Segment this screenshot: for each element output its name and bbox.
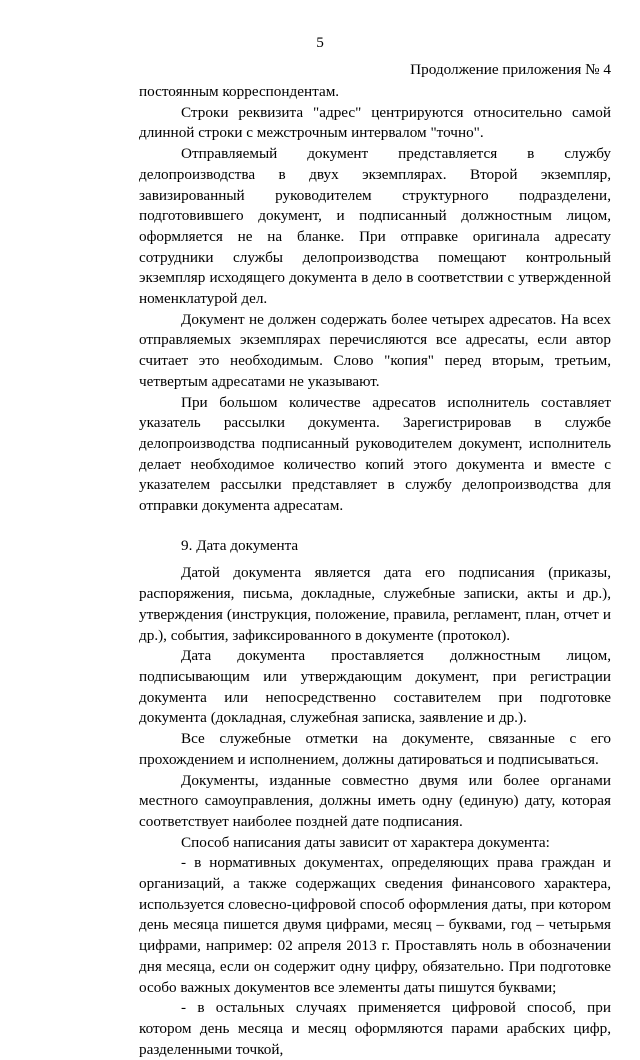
paragraph-date-placement: Дата документа проставляется должностным лицом, подписывающим или утверждающим документ, при регистрации документа или непосредственно составителем при подготовке документа (докладная, служебная записка, заявление и др.). [139, 647, 611, 727]
paragraph-distribution-list: При большом количестве адресатов исполнитель составляет указатель рассылки документа. Зарегистрировав в службе делопроизводства подписанный руководителем документ, исполнитель делает необходимое количество копий этого документа и вместе с указателем рассылки представляет в службу делопроизводства для отправки документа адресатам. [139, 393, 611, 515]
paragraph-sending-copies: Отправляемый документ представляется в службу делопроизводства в двух экземплярах. Второй экземпляр, завизированный руководителем структурного подразделени, подготовившего документ, и подписанный должностным лицом, оформляется не на бланке. При отправке оригинала адресату сотрудники службы делопроизводства помещают контрольный экземпляр исходящего документа в дело в соответствии с утвержденной номенклатурой дел. [139, 145, 611, 308]
paragraph-service-marks: Все служебные отметки на документе, связанные с его прохождением и исполнением, должны датироваться и подписываться. [139, 730, 611, 768]
paragraph-verbal-numeric-format: - в нормативных документах, определяющих права граждан и организаций, а также содержащих сведения финансового характера, используется словесно-цифровой способ оформления даты, при котором день месяца пишется двумя цифрами, месяц – буквами, год – четырьмя цифрами, например: 02 апреля 2013 г. Проставлять ноль в обозначении дня месяца, если он содержит одну цифру, обязательно. При подготовке особо важных документов все элементы даты пишутся буквами; [139, 854, 611, 996]
paragraph-numeric-format: - в остальных случаях применяется цифровой способ, при котором день месяца и месяц оформляются парами арабских цифр, разделенными точкой, [139, 999, 611, 1058]
paragraph-address-lines: Строки реквизита "адрес" центрируются относительно самой длинной строки с межстрочным интервалом "точно". [139, 103, 611, 142]
document-body [139, 82, 611, 1060]
paragraph-date-format-intro: Способ написания даты зависит от характера документа: [181, 833, 550, 851]
paragraph-continuation: постоянным корреспондентам. [139, 83, 340, 100]
paragraph-date-definition: Датой документа является дата его подписания (приказы, распоряжения, письма, докладные, служебные записки, акты и др.), утверждения (инструкция, положение, правила, регламент, план, отчет и др.), события, зафиксированного в документе (протокол). [139, 564, 611, 644]
page-number: 5 [316, 34, 324, 51]
paragraph-addressees-limit: Документ не должен содержать более четырех адресатов. На всех отправляемых экземплярах перечисляются все адресаты, если автор считает это необходимым. Слово "копия" перед вторым, третьим, четвертым адресатами не указывают. [139, 310, 611, 390]
section-heading-document-date: 9. Дата документа [181, 536, 299, 554]
appendix-continuation-note: Продолжение приложения № 4 [410, 61, 611, 78]
paragraph-joint-documents: Документы, изданные совместно двумя или более органами местного самоуправления, должны иметь одну (единую) дату, которая соответствует наиболее поздней дате подписания. [139, 771, 611, 830]
